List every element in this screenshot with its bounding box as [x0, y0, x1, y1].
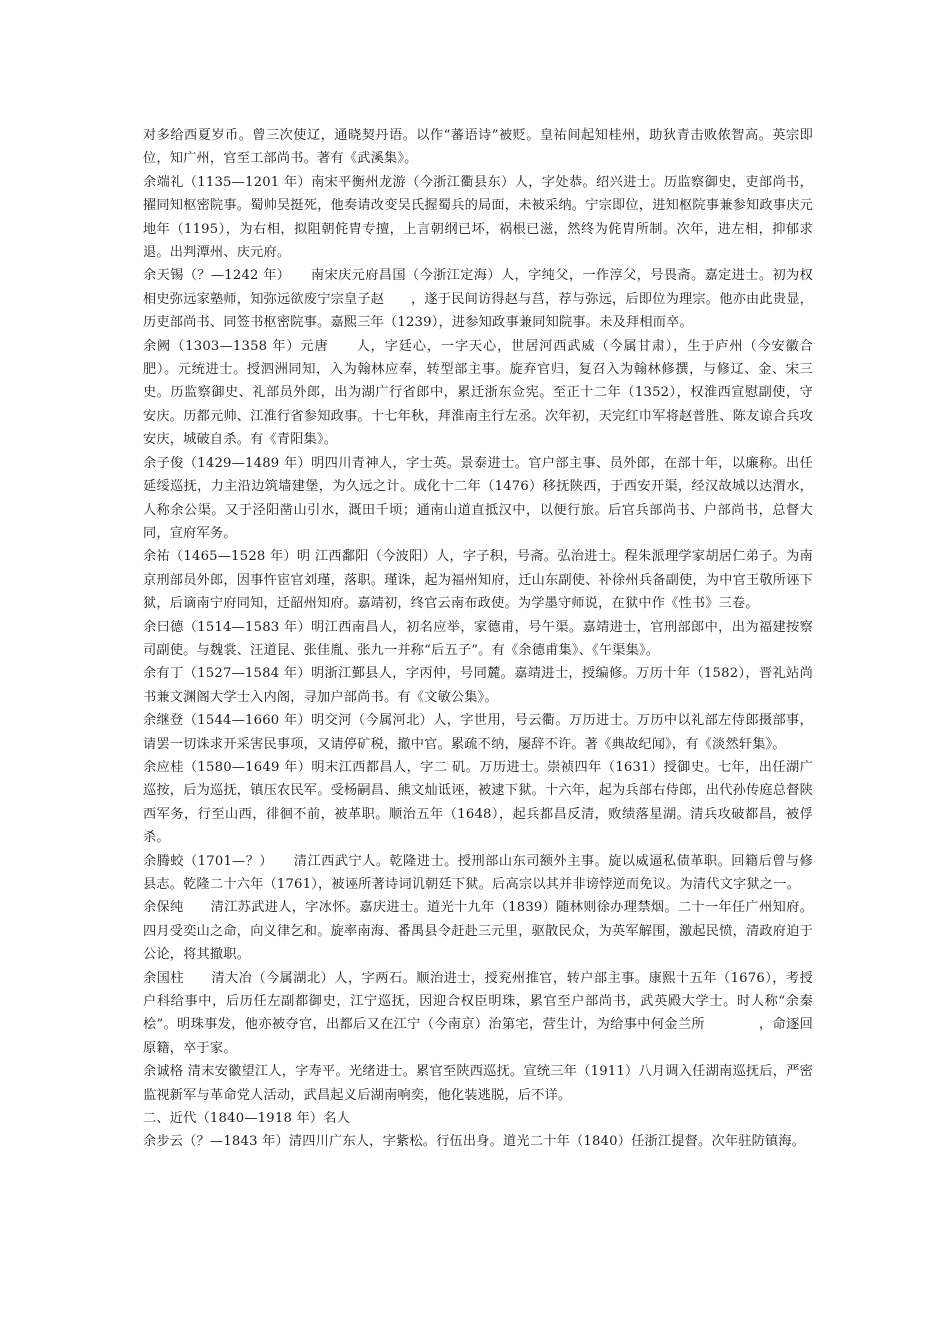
- document-body: [143, 124, 813, 1154]
- paragraph: 对多给西夏岁币。曾三次使辽，通晓契丹语。以作“蕃语诗”被贬。皇祐间起知桂州，助狄青击败侬智高。英宗即位，知广州，官至工部尚书。著有《武溪集》。: [143, 128, 813, 167]
- paragraph: 余保纯 清江苏武进人，字冰怀。嘉庆进士。道光十九年（1839）随林则徐办理禁烟。二十一年任广州知府。四月受奕山之命，向义律乞和。旋率南海、番禺县令赶赴三元里，驱散民众，为英军解围，激起民愤，清政府迫于公论，将其撤职。: [143, 900, 813, 963]
- paragraph: 余祐（1465—1528 年）明 江西鄱阳（今波阳）人，字子积，号斋。弘治进士。程朱派理学家胡居仁弟子。为南京刑部员外郎，因事忤宦官刘瑾，落职。瑾诛，起为福州知府，迁山东副使、补徐州兵备副使，为中官王敬所诬下狱，后谪南宁府同知，迁韶州知府。嘉靖初，终官云南布政使。为学墨守师说，在狱中作《性书》三卷。: [143, 549, 813, 612]
- paragraph: 余天锡（？—1242 年） 南宋庆元府昌国（今浙江定海）人，字纯父，一作淳父，号畏斋。嘉定进士。初为权相史弥远家塾师，知弥远欲废宁宗皇子赵 ，遂于民间访得赵与莒，荐与弥远，后即位为理宗。他亦由此贵显，历吏部尚书、同签书枢密院事。嘉熙三年（1239），进参知政事兼同知院事。未及拜相而卒。: [143, 268, 813, 331]
- paragraph: 余步云（？—1843 年）清四川广东人，字紫松。行伍出身。道光二十年（1840）任浙江提督。次年驻防镇海。: [143, 1134, 806, 1150]
- paragraph: 余应桂（1580—1649 年）明末江西都昌人，字二 矶。万历进士。崇祯四年（1631）授御史。七年，出任湖广巡按，后为巡抚，镇压农民军。受杨嗣昌、熊文灿诋诬，被逮下狱。十六年，起为兵部右侍郎，出代孙传庭总督陕西军务，行至山西，徘徊不前，被革职。顺治五年（1648），起兵都昌反清，败绩落星湖。清兵攻破都昌，被俘杀。: [143, 759, 813, 846]
- paragraph: 余端礼（1135—1201 年）南宋平衡州龙游（今浙江衢县东）人，字处恭。绍兴进士。历监察御史，吏部尚书，擢同知枢密院事。蜀帅吴挺死，他奏请改变吴氏握蜀兵的局面，未被采纳。宁宗即位，进知枢院事兼参知政事庆元地年（1195），为右相，拟阻朝侂胄专擅，上言朝纲已坏，祸根已滋，然终为侂胄所制。次年，进左相，抑郁求退。出判潭州、庆元府。: [143, 174, 813, 261]
- paragraph: 余腾蛟（1701—？） 清江西武宁人。乾隆进士。授刑部山东司额外主事。旋以威逼私债革职。回籍后曾与修县志。乾隆二十六年（1761），被诬所著诗词讥朝廷下狱。后高宗以其并非谤悖逆而免议。为清代文字狱之一。: [143, 853, 813, 892]
- paragraph: 余继登（1544—1660 年）明交河（今属河北）人，字世用，号云衢。万历进士。万历中以礼部左侍郎摄部事，请罢一切诛求开采害民事项，又请停矿税，撤中官。累疏不纳，屡辞不许。著《典故纪闻》，有《淡然轩集》。: [143, 713, 813, 752]
- paragraph: 余子俊（1429—1489 年）明四川青神人，字士英。景泰进士。官户部主事、员外郎，在部十年，以廉称。出任延绥巡抚，力主沿边筑墙建堡，为久远之计。成化十二年（1476）移抚陕西，于西安开渠，经汉故城以达渭水，人称余公渠。又于泾阳凿山引水，溉田千顷；通南山道直抵汉中，以便行旅。后官兵部尚书、户部尚书，总督大同，宣府军务。: [143, 455, 813, 541]
- paragraph: 余曰德（1514—1583 年）明江西南昌人，初名应举，家德甫，号午渠。嘉靖进士，官刑部郎中，出为福建按察司副使。与魏裳、汪道昆、张佳胤、张九一并称“后五子”。有《余德甫集》、《午渠集》。: [143, 619, 813, 658]
- paragraph: 余国柱 清大冶（今属湖北）人，字两石。顺治进士，授兖州推官，转户部主事。康熙十五年（1676），考授户科给事中，后历任左副都御史，江宁巡抚，因迎合权臣明珠，累官至户部尚书，武英殿大学士。时人称“余秦桧”。明珠事发，他亦被夺官，出都后又在江宁（今南京）治第宅，营生计，为给事中何金兰所 ，命逐回原籍，卒于家。: [143, 970, 813, 1056]
- paragraph: 余阙（1303—1358 年）元唐 人，字廷心，一字天心，世居河西武威（今属甘肃），生于庐州（今安徽合肥）。元统进士。授泗洲同知，入为翰林应奉，转型部主事。旋弃官归，复召入为翰林修撰，与修辽、金、宋三史。历监察御史、礼部员外郎，出为湖广行省郎中，累迁浙东佥宪。至正十二年（1352），权淮西宣慰副使，守安庆。历都元帅、江淮行省参知政事。十七年秋，拜淮南主行左丞。次年初，天完红巾军将赵普胜、陈友谅合兵攻安庆，城破自杀。有《青阳集》。: [143, 338, 813, 448]
- paragraph: 余诚格 清末安徽望江人，字寿平。光绪进士。累官至陕西巡抚。宣统三年（1911）八月调入任湖南巡抚后，严密监视新军与革命党人活动，武昌起义后湖南响奕，他化装逃脱，后不详。: [143, 1064, 813, 1103]
- section-heading: 二、近代（1840—1918 年）名人: [143, 1111, 350, 1127]
- paragraph: 余有丁（1527—1584 年）明浙江鄞县人，字丙仲，号同麓。嘉靖进士，授编修。万历十年（1582），晋礼站尚书兼文渊阁大学士入内阁，寻加户部尚书。有《文敏公集》。: [143, 666, 813, 705]
